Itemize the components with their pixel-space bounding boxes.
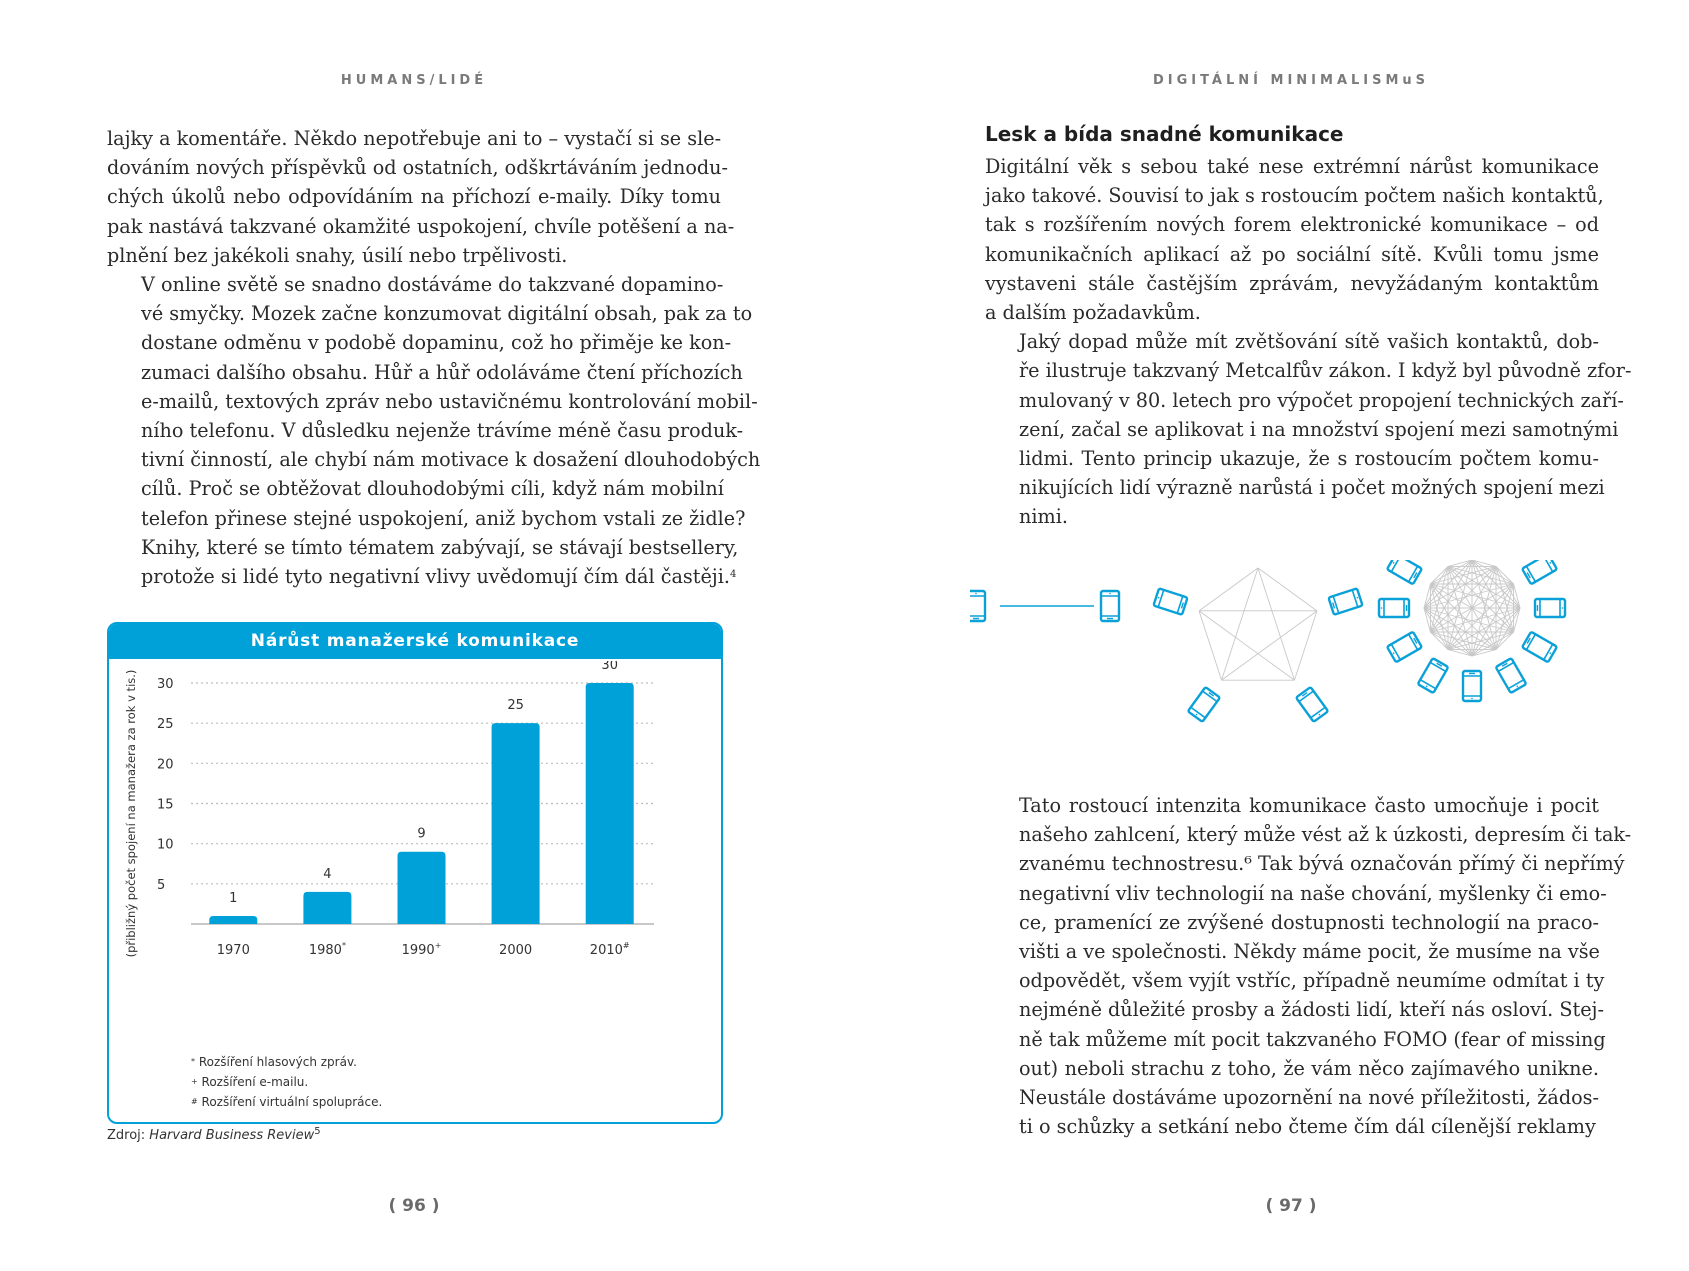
- phone-icon: [1101, 591, 1119, 621]
- network-edge: [1199, 611, 1294, 680]
- phone-icon: [970, 591, 985, 621]
- phone-icon: [1463, 671, 1481, 701]
- x-tick-mark: +: [434, 941, 442, 950]
- phone-icon: [1522, 632, 1557, 663]
- text-line: ně tak můžeme mít pocit takzvaného FOMO (fear of missing: [1019, 1027, 1606, 1051]
- metcalfe-network-figure: [970, 560, 1570, 760]
- phone-camera: [1562, 607, 1564, 609]
- phone-camera: [1393, 652, 1395, 654]
- text-line: višti a ve společnosti. Někdy máme pocit, že musíme na vše: [1019, 940, 1600, 964]
- text-line: vé smyčky. Mozek začne konzumovat digitální obsah, pak za to: [141, 302, 753, 326]
- data-label: 4: [323, 866, 332, 882]
- chart-footnote: [191, 1092, 382, 1112]
- text-line: komunikačních aplikací až po sociální sítě. Kvůli tomu jsme: [985, 242, 1599, 266]
- bar-1970: [209, 916, 257, 924]
- footnote-text: Rozšíření hlasových zpráv.: [195, 1055, 357, 1069]
- text-line: zení, začal se aplikovat i na množství spojení mezi samotnými: [1019, 417, 1619, 441]
- x-tick-mark: #: [622, 941, 630, 950]
- y-tick-label: 20: [157, 757, 174, 773]
- data-label: 25: [507, 698, 524, 714]
- x-tick-label: 2010#: [589, 941, 630, 958]
- phone-camera: [1356, 597, 1358, 599]
- text-line: nimi.: [1019, 505, 1068, 529]
- left-page: [0, 0, 844, 1271]
- paragraph: [107, 124, 735, 270]
- network-edge: [1430, 584, 1472, 656]
- network-edge: [1199, 568, 1258, 611]
- text-line: jako takové. Souvisí to jak s rostoucím počtem našich kontaktů,: [985, 184, 1604, 208]
- phone-camera: [1549, 562, 1551, 564]
- text-line: tivní činností, ale chybí nám motivace k dosažení dlouhodobých: [141, 448, 761, 472]
- bar-1980: [303, 892, 351, 924]
- phone-camera: [1158, 597, 1160, 599]
- phone-camera: [1381, 607, 1383, 609]
- paragraph: [985, 152, 1604, 327]
- right-body-text-top: [985, 152, 1632, 532]
- paragraph: [985, 791, 1632, 1141]
- network-edge: [1448, 566, 1520, 608]
- phone-body: [1328, 588, 1362, 614]
- section-heading: Lesk a bída snadné komunikace: [985, 122, 1344, 146]
- phone-icon: [1496, 658, 1527, 693]
- chart-footnotes: [191, 1052, 382, 1112]
- phone-camera: [1549, 652, 1551, 654]
- phone-camera: [1471, 698, 1473, 700]
- y-axis-label: (přibližný počet spojení na manažera za rok v tis.): [124, 669, 138, 958]
- phone-camera: [1318, 713, 1320, 715]
- text-line: chých úkolů nebo odpovídáním na příchozí e-maily. Díky tomu: [107, 185, 721, 209]
- right-body-text-bottom: [985, 791, 1632, 1141]
- text-line: e-mailů, textových zpráv nebo ustavičnému kontrolování mobil-: [141, 389, 758, 413]
- text-line: nejméně důležité prosby a žádosti lidí, kteří nás osloví. Stej-: [1019, 998, 1604, 1022]
- text-line: pak nastává takzvané okamžité uspokojení, chvíle potěšení a na-: [107, 214, 735, 238]
- phone-icon: [1328, 588, 1362, 614]
- chart-footnote: [191, 1052, 382, 1072]
- phone-camera: [1516, 685, 1518, 687]
- network-edge: [1199, 611, 1222, 680]
- text-line: našeho zahlcení, který může vést až k úzkosti, depresím či tak-: [1019, 823, 1632, 847]
- text-line: dováním nových příspěvků od ostatních, odškrtáváním jednodu-: [107, 156, 728, 180]
- phone-icon: [1296, 687, 1328, 722]
- text-line: Jaký dopad může mít zvětšování sítě vašich kontaktů, dob-: [1019, 330, 1599, 354]
- text-line: a dalším požadavkům.: [985, 301, 1201, 325]
- running-head-right: DIGITÁLNÍ MINIMALISMuS: [1152, 73, 1430, 88]
- bar-2010: [586, 683, 634, 924]
- footnote-mark: +: [191, 1077, 198, 1086]
- network-edge: [1258, 568, 1294, 680]
- source-name: Harvard Business Review: [149, 1128, 315, 1143]
- y-tick-label: 10: [157, 837, 174, 853]
- text-line: V online světě se snadno dostáváme do takzvané dopamino-: [141, 273, 724, 297]
- right-page: [844, 0, 1689, 1271]
- data-label: 30: [601, 661, 618, 673]
- x-tick-label: 2000: [499, 943, 533, 958]
- text-line: mulovaný v 80. letech pro výpočet propojení technických zaří-: [1019, 388, 1624, 412]
- phone-camera: [1426, 685, 1428, 687]
- page-number-left: ( 96 ): [388, 1196, 440, 1216]
- y-tick-label: 5: [157, 877, 166, 893]
- footnote-ref: 4: [730, 569, 737, 581]
- bar-1990: [398, 852, 446, 924]
- network-edge: [1222, 568, 1258, 680]
- text-line: negativní vliv technologií na naše chování, myšlenky či emo-: [1019, 881, 1607, 905]
- network-edge: [1258, 568, 1317, 611]
- phone-camera: [1195, 713, 1197, 715]
- text-line: Neustále dostáváme upozornění na nové příležitosti, žádos-: [1019, 1086, 1599, 1110]
- source-footnote-ref: 5: [314, 1126, 321, 1137]
- chart-source: [107, 1128, 321, 1143]
- footnote-text: Rozšíření e-mailu.: [197, 1075, 309, 1089]
- text-line: odpovědět, všem vyjít vstříc, případně neumíme odmítat i ty: [1019, 969, 1605, 993]
- bar-2000: [492, 723, 540, 924]
- y-tick-label: 30: [157, 677, 174, 692]
- phone-button: [1181, 603, 1183, 609]
- footnote-mark: *: [191, 1057, 195, 1066]
- text-line: zumaci dalšího obsahu. Hůř a hůř odoláváme čtení příchozích: [141, 360, 743, 384]
- data-label: 9: [417, 826, 426, 842]
- phone-camera: [975, 593, 977, 595]
- text-line: ce, pramenící ze zvýšené dostupnosti technologií na praco-: [1019, 910, 1599, 934]
- text-line: lidmi. Tento princip ukazuje, že s rostoucím počtem komu-: [1019, 447, 1599, 471]
- text-line: ře ilustruje takzvaný Metcalfův zákon. I když byl původně zfor-: [1019, 359, 1632, 383]
- phone-body: [1153, 588, 1187, 614]
- chart-title: Nárůst manažerské komunikace: [109, 624, 721, 659]
- phone-icon: [1379, 599, 1409, 617]
- text-line: telefon přinese stejné uspokojení, aniž bychom vstali ze židle?: [141, 506, 746, 530]
- phone-top-bezel: [1352, 590, 1358, 607]
- text-line: out) neboli strachu z toho, že vám něco zajímavého unikne.: [1019, 1056, 1599, 1080]
- text-line: cílů. Proč se obtěžovat dlouhodobými cíli, když nám mobilní: [141, 477, 724, 501]
- y-tick-label: 25: [157, 717, 174, 733]
- phone-camera: [1109, 593, 1111, 595]
- phone-icon: [1387, 560, 1422, 584]
- text-line: protože si lidé tyto negativní vlivy uvědomují čím dál častěji.$^4$: [141, 565, 737, 589]
- chart-footnote: [191, 1072, 382, 1092]
- network-edge: [1222, 611, 1317, 680]
- phone-icon: [1418, 658, 1449, 693]
- text-line: Digitální věk s sebou také nese extrémní nárůst komunikace: [985, 155, 1599, 178]
- text-line: tak s rozšířením nových forem elektronické komunikace – od: [985, 213, 1599, 237]
- y-tick-label: 15: [157, 797, 174, 813]
- text-line: dostane odměnu v podobě dopaminu, což ho přiměje ke kon-: [141, 331, 732, 355]
- paragraph: [107, 270, 761, 591]
- phone-icon: [1153, 588, 1187, 614]
- paragraph: [985, 327, 1632, 531]
- text-line: zvanému technostresu.⁶ Tak bývá označován přímý či nepřímý: [1019, 852, 1625, 876]
- phone-icon: [1535, 599, 1565, 617]
- phone-button: [1333, 603, 1335, 609]
- phone-body: [1387, 560, 1422, 584]
- chart-box: [107, 622, 723, 1124]
- phone-icon: [1387, 632, 1422, 663]
- text-line: vystaveni stále častějším zprávám, nevyžádaným kontaktům: [985, 271, 1599, 295]
- footnote-text: Rozšíření virtuální spolupráce.: [197, 1095, 383, 1109]
- text-line: Tato rostoucí intenzita komunikace často umocňuje i pocit: [1019, 794, 1599, 817]
- text-line: lajky a komentáře. Někdo nepotřebuje ani to – vystačí si se sle-: [107, 127, 722, 150]
- x-tick-label: 1980*: [308, 941, 346, 958]
- source-label: Zdroj:: [107, 1128, 150, 1143]
- phone-top-bezel: [1158, 590, 1164, 607]
- x-tick-label: 1970: [216, 943, 250, 958]
- phone-camera: [1393, 562, 1395, 564]
- text-line: plnění bez jakékoli snahy, úsilí nebo trpělivosti.: [107, 243, 568, 267]
- text-line: ního telefonu. V důsledku nejenže trávíme méně času produk-: [141, 419, 744, 443]
- phone-icon: [1522, 560, 1557, 584]
- text-line: nikujících lidí výrazně narůstá i počet možných spojení mezi: [1019, 476, 1605, 500]
- phone-icon: [1188, 687, 1220, 722]
- page-number-right: ( 97 ): [1265, 1196, 1317, 1216]
- text-line: Knihy, které se tímto tématem zabývají, se stávají bestsellery,: [141, 535, 739, 559]
- footnote-mark: #: [191, 1097, 198, 1106]
- left-body-text: [107, 124, 761, 591]
- data-label: 1: [229, 890, 238, 906]
- text-line: ti o schůzky a setkání nebo čteme čím dál cílenější reklamy: [1019, 1115, 1596, 1139]
- x-tick-mark: *: [341, 941, 346, 950]
- network-edge: [1294, 611, 1317, 680]
- running-head-left: HUMANS/LIDÉ: [340, 73, 488, 88]
- x-tick-label: 1990+: [401, 941, 442, 958]
- phone-body: [1522, 560, 1557, 584]
